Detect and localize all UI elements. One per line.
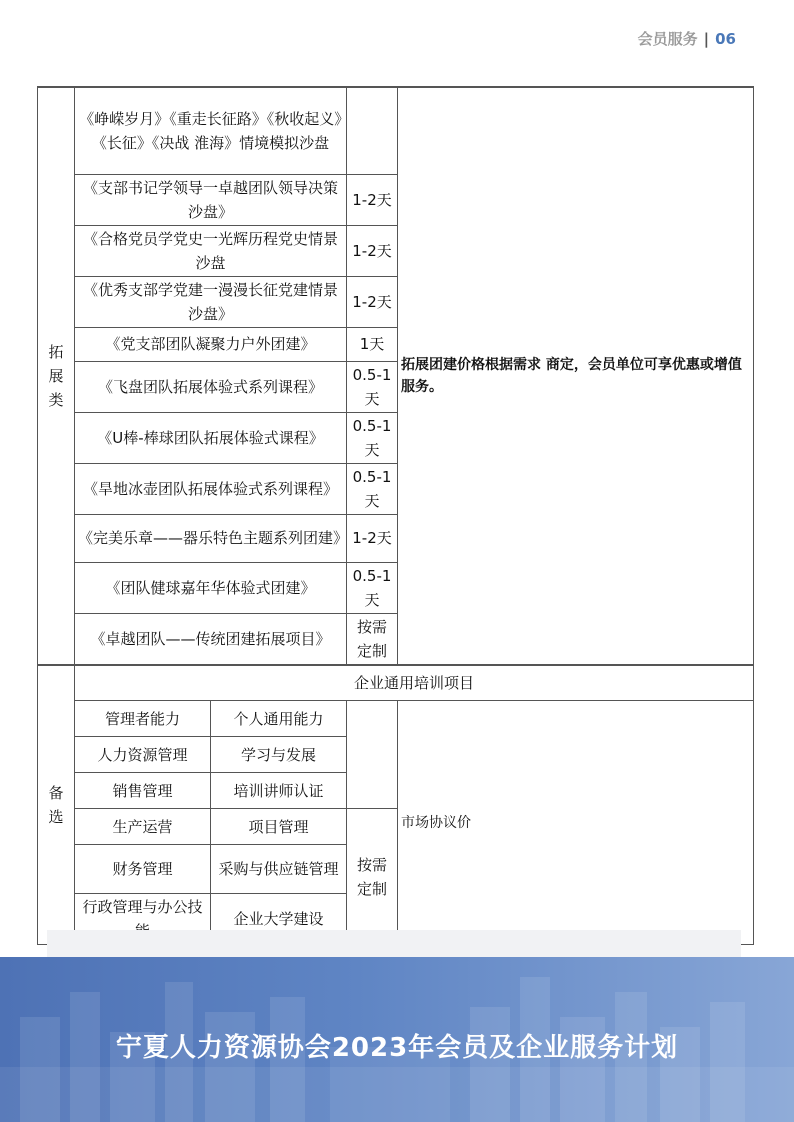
training-item: 管理者能力 [75,701,211,737]
course-duration: 0.5-1天 [347,463,398,514]
course-name: 《旱地冰壶团队拓展体验式系列课程》 [75,463,347,514]
training-duration: 按需定制 [347,809,398,945]
training-item: 个人通用能力 [211,701,347,737]
course-duration: 1-2天 [347,174,398,225]
course-duration: 1-2天 [347,514,398,562]
category-extension: 拓展类 [38,87,75,665]
training-item: 采购与供应链管理 [211,845,347,894]
course-name: 《卓越团队——传统团建拓展项目》 [75,613,347,665]
course-name: 《飞盘团队拓展体验式系列课程》 [75,361,347,412]
training-item: 培训讲师认证 [211,773,347,809]
training-item: 生产运营 [75,809,211,845]
training-heading: 企业通用培训项目 [75,665,754,701]
footer-banner [0,957,794,1122]
course-duration: 1-2天 [347,276,398,327]
course-duration [347,87,398,174]
training-price: 市场协议价 [398,701,754,945]
footer-box [47,930,741,960]
training-item: 人力资源管理 [75,737,211,773]
course-duration: 0.5-1天 [347,361,398,412]
training-item: 行政管理与办公技 [75,894,211,945]
training-item: 项目管理 [211,809,347,845]
training-item: 学习与发展 [211,737,347,773]
course-name: 《U棒-棒球团队拓展体验式课程》 [75,412,347,463]
course-name: 《支部书记学领导一卓越团队领导决策沙盘》 [75,174,347,225]
course-duration: 0.5-1天 [347,562,398,613]
course-duration: 1天 [347,327,398,361]
course-name: 《合格党员学党史一光辉历程党史情景沙盘 [75,225,347,276]
course-name: 《优秀支部学党建一漫漫长征党建情景沙盘》 [75,276,347,327]
banner-title: 宁夏人力资源协会2023年会员及企业服务计划 [115,1033,679,1063]
course-duration: 按需定制 [347,613,398,665]
training-item: 销售管理 [75,773,211,809]
header-section: 会员服务 [637,30,698,48]
page-number: 06 [715,30,736,48]
training-item: 企业大学建设 [211,894,347,945]
category-optional: 备选 [38,665,75,945]
extension-description: 拓展团建价格根据需求 商定，会员单位可享优惠或增值服务。 [398,87,754,665]
course-duration: 1-2天 [347,225,398,276]
course-name: 《团队健球嘉年华体验式团建》 [75,562,347,613]
course-duration: 0.5-1天 [347,412,398,463]
service-table [37,86,754,945]
course-name: 《党支部团队凝聚力户外团建》 [75,327,347,361]
page-header [638,28,736,49]
course-name: 《完美乐章——器乐特色主题系列团建》 [75,514,347,562]
header-divider: | [703,30,710,48]
blank-cell [347,701,398,809]
training-item: 财务管理 [75,845,211,894]
course-name: 《峥嵘岁月》《重走长征路》《秋收起义》《长征》《决战 淮海》情境模拟沙盘 [75,87,347,174]
